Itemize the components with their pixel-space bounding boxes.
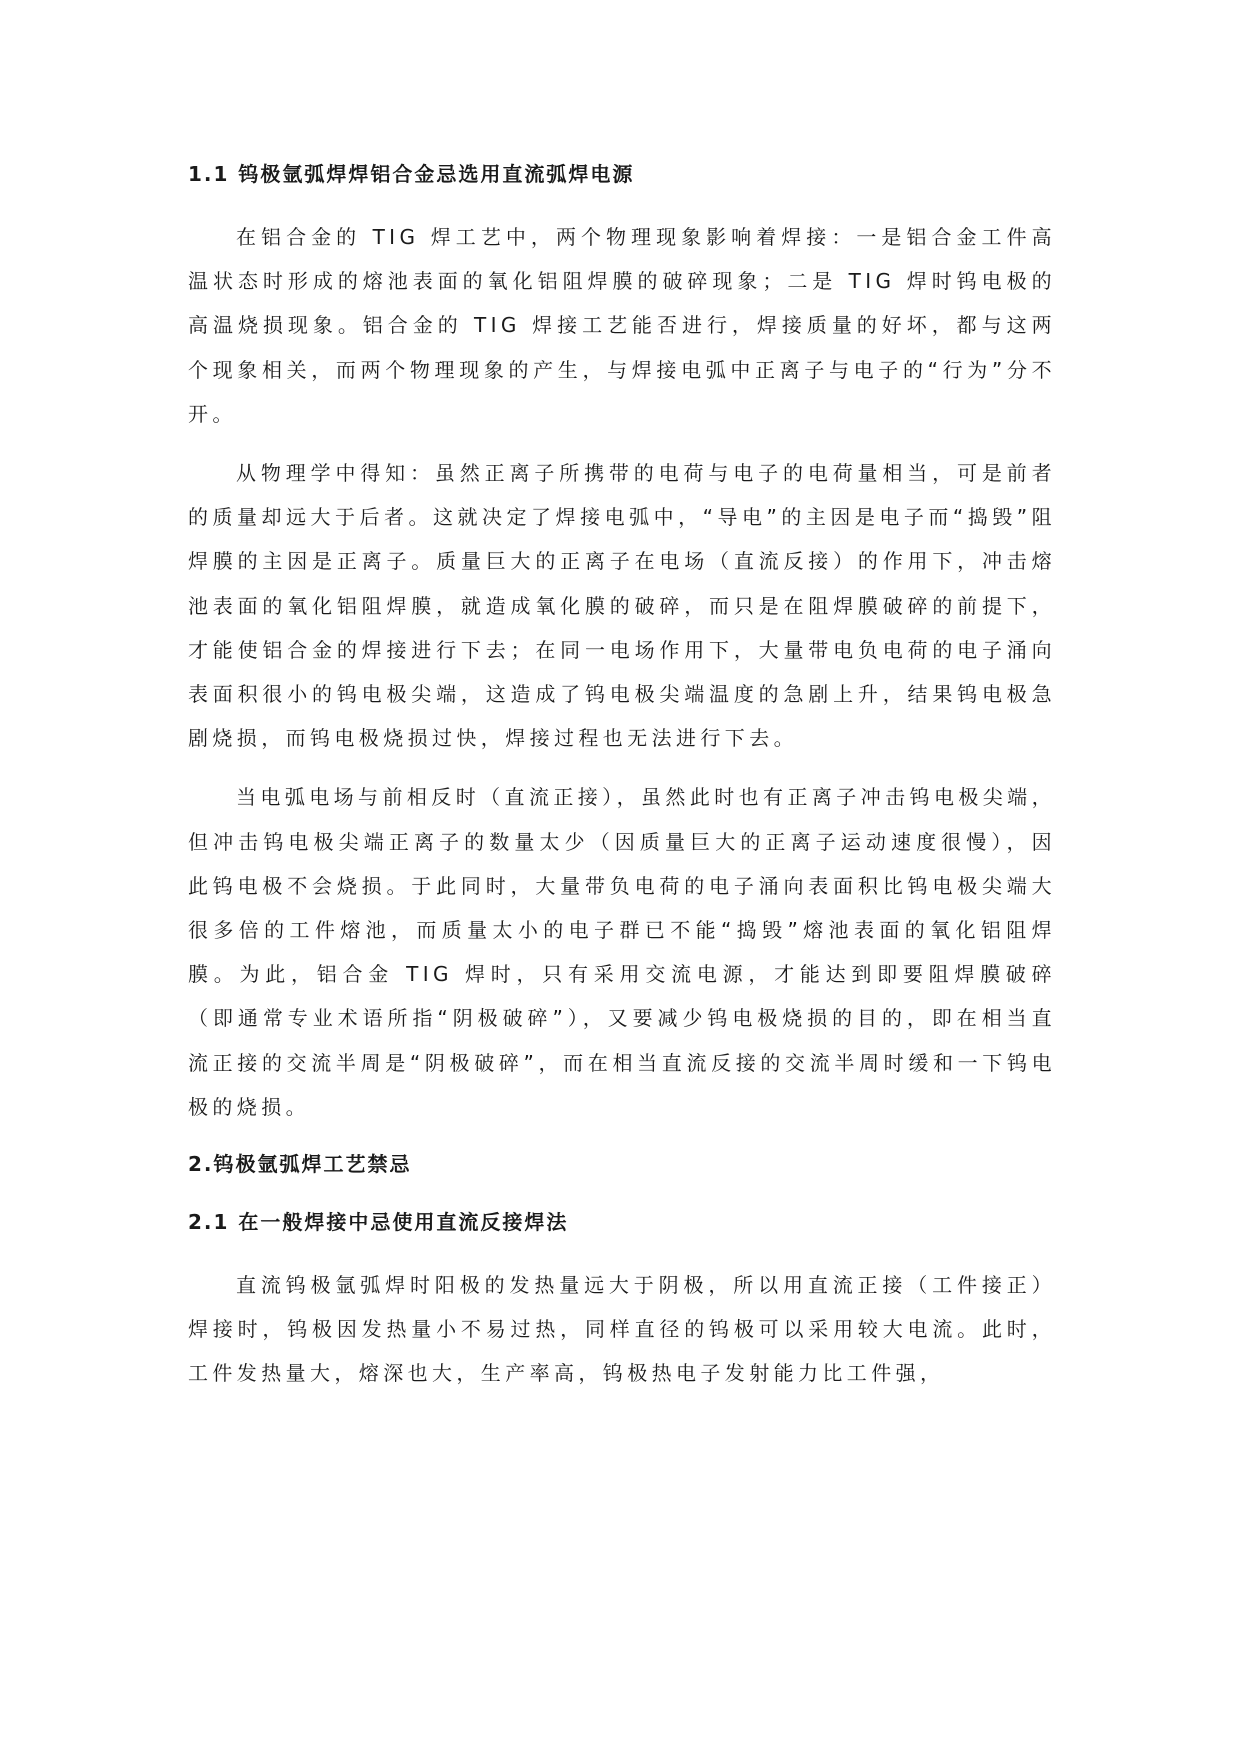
section-heading-1-1: 1.1 钨极氩弧焊焊铝合金忌选用直流弧焊电源	[188, 162, 635, 186]
paragraph: 当电弧电场与前相反时（直流正接），虽然此时也有正离子冲击钨电极尖端，但冲击钨电极尖端正离子的数量太少（因质量巨大的正离子运动速度很慢），因此钨电极不会烧损。于此同时，大量带负电荷的电子涌向表面积比钨电极尖端大很多倍的工件熔池，而质量太小的电子群已不能“捣毁”熔池表面的氧化铝阻焊膜。为此，铝合金 TIG 焊时，只有采用交流电源，才能达到即要阻焊膜破碎（即通常专业术语所指“阴极破碎”），又要减少钨电极烧损的目的，即在相当直流正接的交流半周是“阴极破碎”，而在相当直流反接的交流半周时缓和一下钨电极的烧损。	[188, 785, 1056, 1119]
paragraph: 直流钨极氩弧焊时阳极的发热量远大于阴极，所以用直流正接（工件接正）焊接时，钨极因发热量小不易过热，同样直径的钨极可以采用较大电流。此时，工件发热量大，熔深也大，生产率高，钨极热电子发射能力比工件强，	[188, 1273, 1056, 1386]
section-heading-2-1: 2.1 在一般焊接中忌使用直流反接焊法	[188, 1210, 569, 1235]
section-heading-2: 2.钨极氩弧焊工艺禁忌	[188, 1152, 412, 1177]
paragraph: 从物理学中得知：虽然正离子所携带的电荷与电子的电荷量相当，可是前者的质量却远大于后者。这就决定了焊接电弧中，“导电”的主因是电子而“捣毁”阻焊膜的主因是正离子。质量巨大的正离子在电场（直流反接）的作用下，冲击熔池表面的氧化铝阻焊膜，就造成氧化膜的破碎，而只是在阻焊膜破碎的前提下，才能使铝合金的焊接进行下去；在同一电场作用下，大量带电负电荷的电子涌向表面积很小的钨电极尖端，这造成了钨电极尖端温度的急剧上升，结果钨电极急剧烧损，而钨电极烧损过快，焊接过程也无法进行下去。	[188, 461, 1056, 751]
document-body	[188, 160, 1056, 1396]
paragraph: 在铝合金的 TIG 焊工艺中，两个物理现象影响着焊接：一是铝合金工件高温状态时形成的熔池表面的氧化铝阻焊膜的破碎现象；二是 TIG 焊时钨电极的高温烧损现象。铝合金的 TIG 焊接工艺能否进行，焊接质量的好坏，都与这两个现象相关，而两个物理现象的产生，与焊接电弧中正离子与电子的“行为”分不开。	[188, 225, 1056, 426]
